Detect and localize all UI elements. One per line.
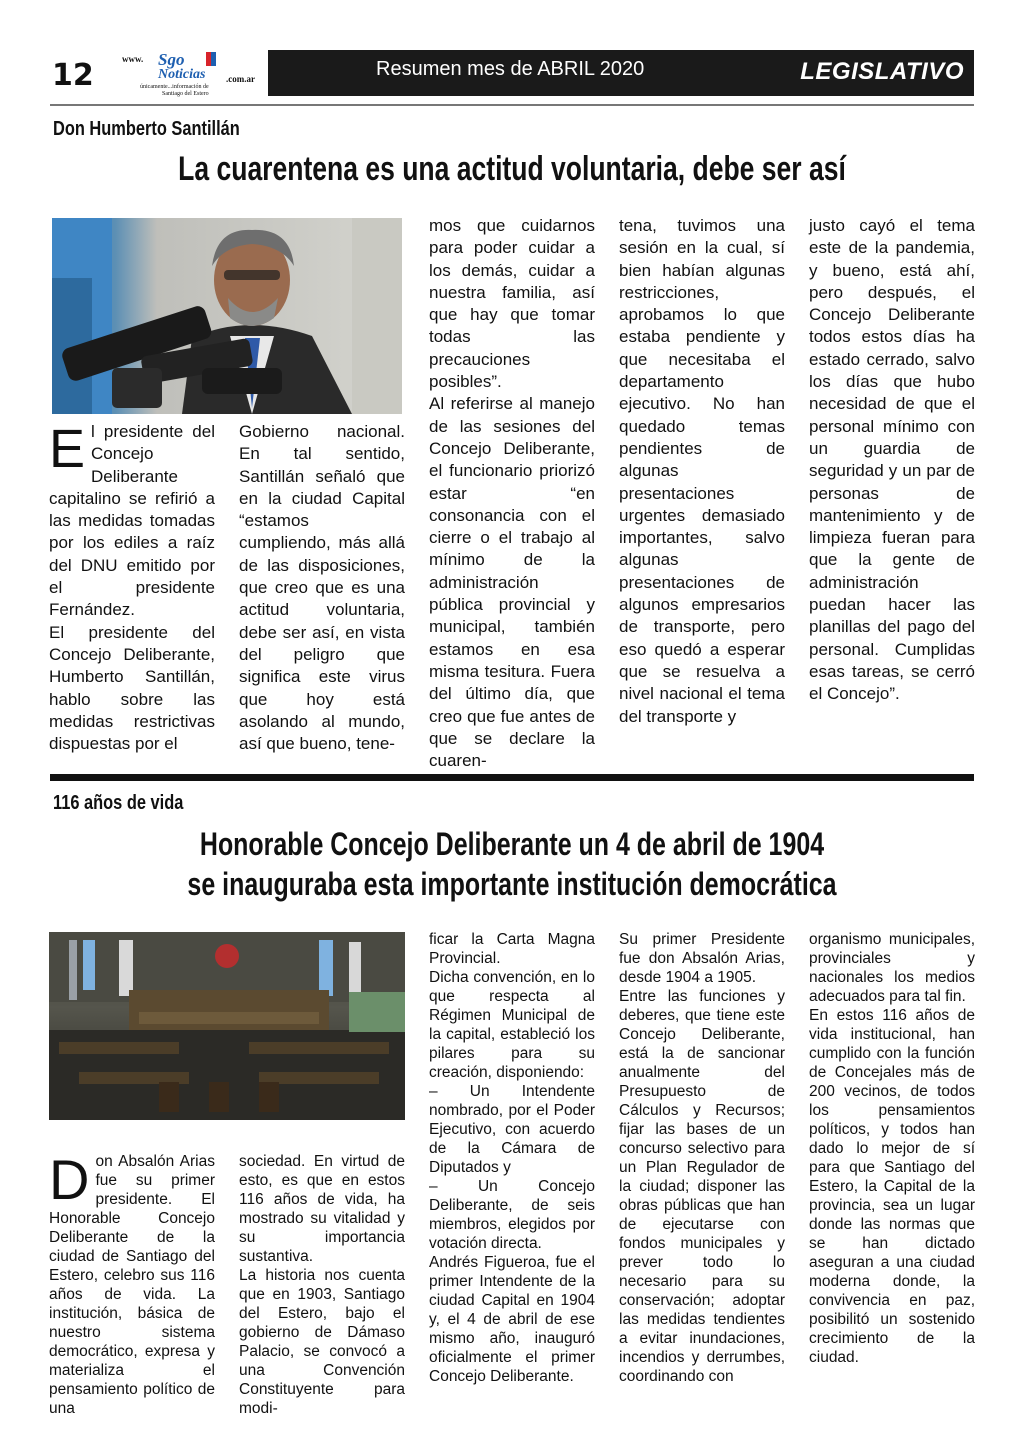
article2-column-4 [619,930,785,1386]
logo-flag-icon [206,52,216,66]
article1-kicker: Don Humberto Santillán [53,118,240,140]
header-divider [50,104,974,106]
article2-paragraph: Andrés Figueroa, fue el primer Intendente de la ciudad Capital en 1904 y, el 4 de abril de ese mismo año, inauguró oficialmente el primer Concejo Deliberante. [429,1254,595,1385]
article2-dropcap: D [49,1148,90,1211]
article2-paragraph: En estos 116 años de vida institucional, han cumplido con la función de Concejales más de 200 vecinos, de todos los pensamientos políticos, y todos han dado lo mejor de sí para que Santiago del Estero, la Capital de la provincia, sea un lugar donde las normas que se han dictado aseguran a una ciudad moderna donde, la convivencia en paz, posibilitó un sostenido crecimiento de la ciudad. [809,1007,975,1366]
article2-paragraph: ficar la Carta Magna Provincial. [429,931,595,967]
article1-column-5 [809,215,975,706]
article2-paragraph: sociedad. En virtud de esto, es que en estos 116 años de vida, ha mostrado su vitalidad y su importancia sustantiva. [239,1153,405,1265]
article1-column-3 [429,215,595,772]
article2-lead: on Absalón Arias fue su primer presidente. El Honorable Concejo Deliberante de la ciudad de Santiago del Estero, celebro sus 116 años de vida. La institución, básica de nuestro sistema democrático, expresa y materializa el pensamiento político de una [49,1153,215,1417]
article1-paragraph: Al referirse al manejo de las sesiones del Concejo Deliberante, el funcionario priorizó estar “en consonancia con el cierre o el trabajo al mínimo de la administración pública provincial y municipal, también estamos en esa misma tesitura. Fuera del último día, que creo que fue antes de que se declare la cuaren- [429,394,595,771]
article2-paragraph: La historia nos cuenta que en 1903, Santiago del Estero, bajo el gobierno de Dámaso Palacio, se convocó a una Convención Constituyente para modi- [239,1267,405,1417]
article1-column-2 [239,421,405,755]
article1-paragraph: El presidente del Concejo Deliberante, Humberto Santillán, hablo sobre las medidas restrictivas dispuestas por el [49,622,215,754]
article1-lead: l presidente del Concejo Deliberante capitalino se refirió a las medidas tomadas por los ediles a raíz del DNU emitido por el presidente Fernández. [49,422,215,620]
article2-paragraph: organismo municipales, provinciales y nacionales los medios adecuados para tal fin. [809,931,975,1005]
site-logo[interactable] [122,50,262,96]
section-name: LEGISLATIVO [800,58,964,85]
article1-paragraph: mos que cuidarnos para poder cuidar a los demás, cuidar a nuestra familia, así que hay que tomar todas las precauciones posibles”. [429,216,595,392]
article1-headline: La cuarentena es una actitud voluntaria, debe ser así [178,150,846,188]
article2-photo [49,932,405,1120]
article1-paragraph: justo cayó el tema este de la pandemia, y bueno, está ahí, pero después, el Concejo Deliberante todos estos días ha estado cerrado, salvo los días que hubo necesidad de que el personal mínimo con un guardia de seguridad y un par de personas de mantenimiento y de limpieza fueran para que la gente de administración puedan hacer las planillas del pago del personal. Cumplidas esas tareas, se cerró el Concejo”. [809,216,975,704]
article2-paragraph: Entre las funciones y deberes, que tiene este Concejo Deliberante, está la de sancionar anualmente del Presupuesto de Cálculos y Recursos; fijar las bases de un concurso selectivo para un Plan Regulador de la ciudad; disponer las obras públicas que han de ejecutarse con fondos municipales y prever todo lo necesario para su conservación; adoptar las medidas tendientes a evitar inundaciones, incendios y derrumbes, coordinando con [619,988,785,1385]
logo-www: www. [122,54,144,64]
article2-headline-line-2: se inauguraba esta importante institución democrática [187,866,837,902]
logo-tagline-1: únicamente...información de [140,84,209,90]
article2-paragraph: – Un Intendente nombrado, por el Poder Ejecutivo, con acuerdo de la Cámara de Diputados y [429,1083,595,1176]
article2-column-3 [429,930,595,1386]
header-bar [268,50,974,96]
article1-column-4 [619,215,785,728]
logo-tagline-2: Santiago del Estero [162,91,209,97]
article2-column-2 [239,1152,405,1418]
issue-summary: Resumen mes de ABRIL 2020 [376,58,645,80]
article2-column-1 [49,1148,215,1418]
article1-paragraph: Gobierno nacional. En tal sentido, Santillán señaló que en la ciudad Capital “estamos cumpliendo, más allá de las disposiciones, que creo que es una actitud voluntaria, debe ser así, en vista del peligro que significa este virus que hoy está asolando al mundo, así que bueno, tene- [239,422,405,754]
article2-column-5 [809,930,975,1367]
article1-photo [52,218,402,414]
santillan-press-photo [52,218,402,414]
article2-paragraph: Su primer Presidente fue don Absalón Arias, desde 1904 a 1905. [619,931,785,986]
page-number: 12 [52,58,94,93]
article2-paragraph: Dicha convención, en lo que respecta al Régimen Municipal de la capital, estableció los pilares para su creación, disponiendo: [429,969,595,1081]
article2-kicker: 116 años de vida [53,792,184,814]
article1-dropcap: E [49,419,86,479]
council-chamber-photo [49,932,405,1120]
logo-sgo: Sgo [158,50,185,69]
logo-noticias: Noticias [158,67,206,82]
logo-domain: .com.ar [226,74,255,84]
article2-headline-line-1: Honorable Concejo Deliberante un 4 de abril de 1904 [199,826,825,862]
section-divider [50,774,974,781]
article1-paragraph: tena, tuvimos una sesión en la cual, sí bien habían algunas restricciones, aprobamos lo que estaba pendiente y que necesitaba el departamento ejecutivo. No han quedado temas pendientes de algunas presentaciones urgentes demasiado importantes, salvo algunas presentaciones de algunos empresarios de transporte, pero eso quedó a esperar que se resuelva a nivel nacional el tema del transporte y [619,216,785,726]
article1-column-1 [49,421,215,755]
article2-paragraph: – Un Concejo Deliberante, de seis miembros, elegidos por votación directa. [429,1178,595,1252]
